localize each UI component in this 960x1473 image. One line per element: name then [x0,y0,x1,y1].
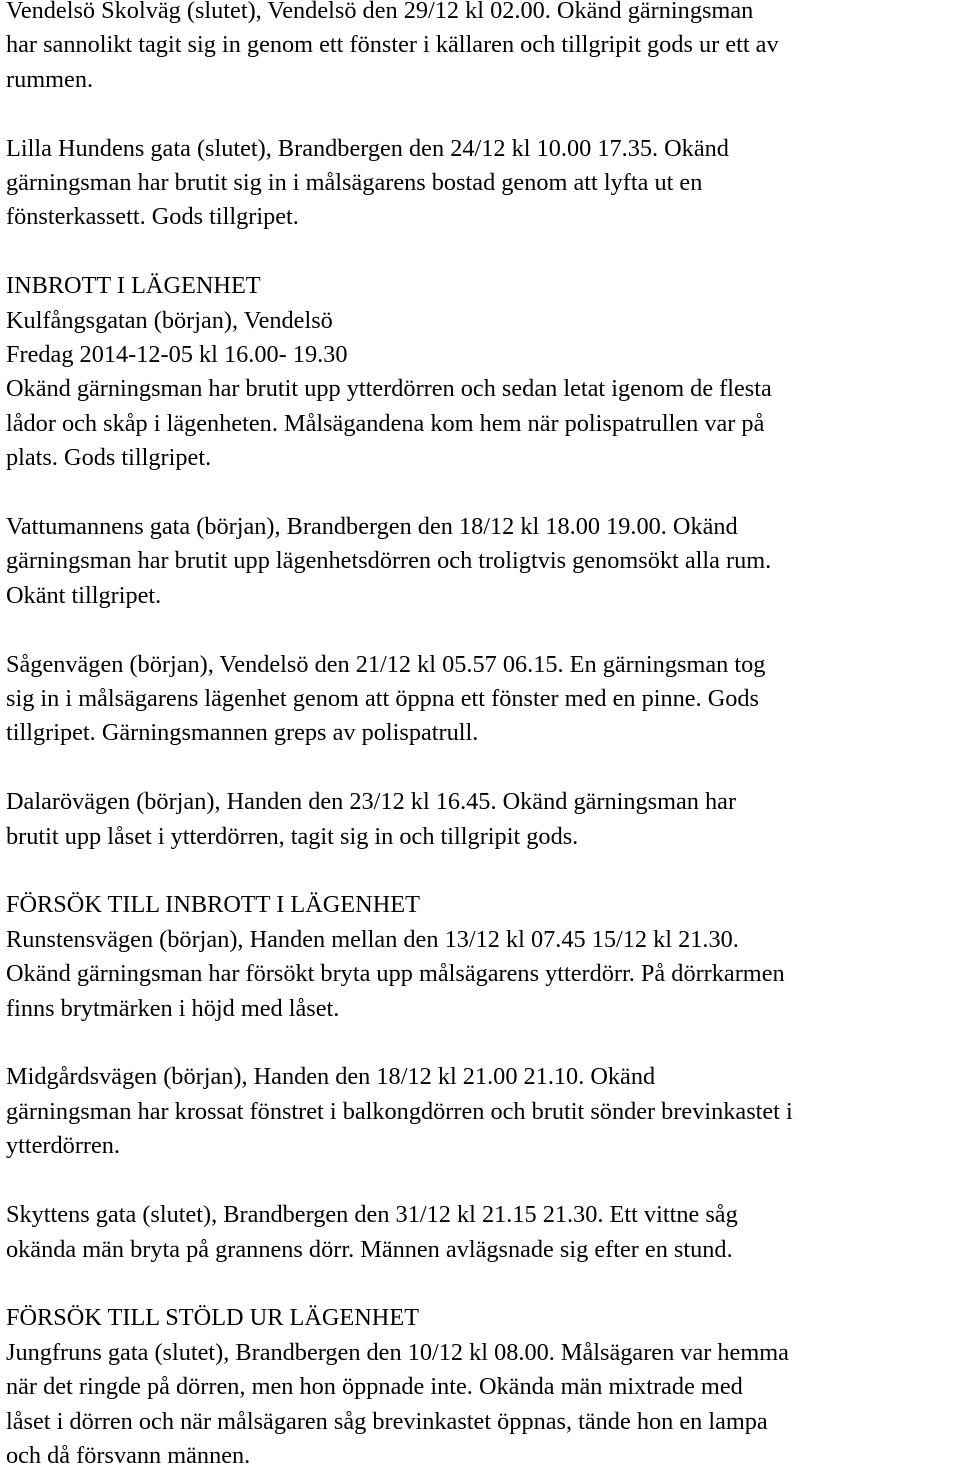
report-text-line: sig in i målsägarens lägenhet genom att öppna ett fönster med en pinne. Gods [6,685,760,713]
report-text-line: har sannolikt tagit sig in genom ett fönster i källaren och tillgripit gods ur ett av [6,31,779,59]
report-entry [6,0,958,97]
report-text-line: Lilla Hundens gata (slutet), Brandbergen den 24/12 kl 10.00 17.35. Okänd [6,134,729,162]
report-text-line: Midgårdsvägen (början), Handen den 18/12 kl 21.00 21.10. Okänd [6,1063,656,1091]
report-text-line: Vattumannens gata (början), Brandbergen den 18/12 kl 18.00 19.00. Okänd [6,513,738,541]
report-entry [6,1301,958,1473]
report-text-line: rummen. [6,65,94,93]
report-text-line: Skyttens gata (slutet), Brandbergen den 31/12 kl 21.15 21.30. Ett vittne såg [6,1201,738,1229]
report-entry [6,648,958,751]
section-heading-inbrott: INBROTT I LÄGENHET [6,272,261,300]
report-text-line: ytterdörren. [6,1132,121,1160]
report-text-line: låset i dörren och när målsägaren såg brevinkastet öppnas, tände hon en lampa [6,1407,768,1435]
report-entry [6,1060,958,1163]
report-text-line: Runstensvägen (början), Handen mellan den 13/12 kl 07.45 15/12 kl 21.30. [6,925,739,953]
report-text-line: Sågenvägen (början), Vendelsö den 21/12 kl 05.57 06.15. En gärningsman tog [6,650,766,678]
report-text-line: Jungfruns gata (slutet), Brandbergen den 10/12 kl 08.00. Målsägaren var hemma [6,1338,789,1366]
report-date: Fredag 2014-12-05 kl 16.00- 19.30 [6,341,348,369]
report-text-line: när det ringde på dörren, men hon öppnade inte. Okända män mixtrade med [6,1373,743,1401]
report-text-line: gärningsman har brutit sig in i målsägarens bostad genom att lyfta ut en [6,169,703,197]
report-text-line: Dalarövägen (början), Handen den 23/12 kl 16.45. Okänd gärningsman har [6,788,737,816]
report-entry [6,269,958,475]
report-entry [6,1198,958,1267]
report-text-line: Vendelsö Skolväg (slutet), Vendelsö den 29/12 kl 02.00. Okänd gärningsman [6,0,754,24]
report-text-line: lådor och skåp i lägenheten. Målsägandena kom hem när polispatrullen var på [6,409,765,437]
report-text-line: finns brytmärken i höjd med låset. [6,994,340,1022]
report-text-line: plats. Gods tillgripet. [6,444,212,472]
report-text-line: brutit upp låset i ytterdörren, tagit sig in och tillgripit gods. [6,822,579,850]
report-entry [6,510,958,613]
report-text-line: tillgripet. Gärningsmannen greps av polispatrull. [6,719,479,747]
document-page [6,0,958,1473]
report-text-line: fönsterkassett. Gods tillgripet. [6,203,299,231]
section-heading-forsok-inbrott: FÖRSÖK TILL INBROTT I LÄGENHET [6,891,420,919]
report-text-line: okända män bryta på grannens dörr. Männen avlägsnade sig efter en stund. [6,1235,733,1263]
report-entry [6,888,958,1026]
report-location: Kulfångsgatan (början), Vendelsö [6,306,333,334]
section-heading-forsok-stold: FÖRSÖK TILL STÖLD UR LÄGENHET [6,1304,420,1332]
report-text-line: Okänd gärningsman har brutit upp ytterdörren och sedan letat igenom de flesta [6,375,772,403]
report-text-line: och då försvann männen. [6,1441,251,1469]
report-entry [6,132,958,235]
report-text-line: Okänt tillgripet. [6,581,162,609]
report-entry [6,785,958,854]
report-text-line: gärningsman har krossat fönstret i balkongdörren och brutit sönder brevinkastet i [6,1097,793,1125]
report-text-line: gärningsman har brutit upp lägenhetsdörren och troligtvis genomsökt alla rum. [6,547,772,575]
report-text-line: Okänd gärningsman har försökt bryta upp målsägarens ytterdörr. På dörrkarmen [6,960,785,988]
